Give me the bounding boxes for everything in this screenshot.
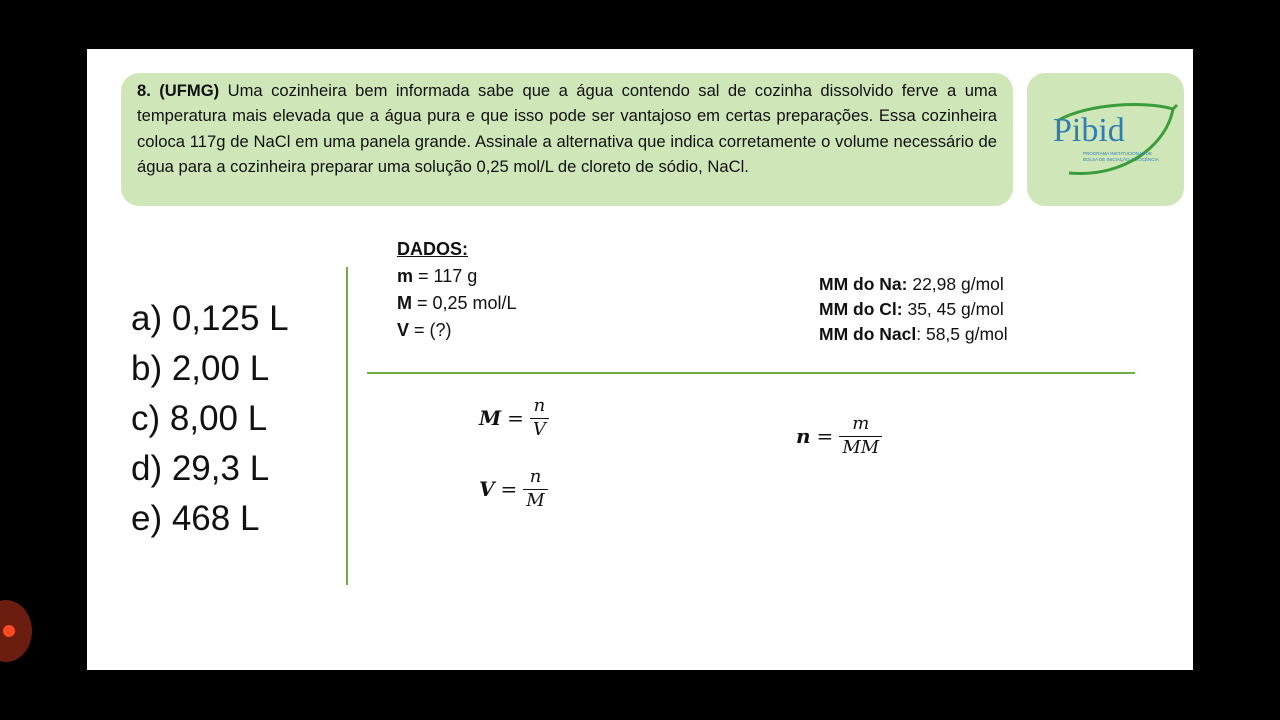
vertical-divider [346, 267, 348, 585]
formula-fraction [839, 414, 882, 458]
logo-subtitle-2: BOLSA DE INICIAÇÃO À DOCÊNCIA [1083, 157, 1159, 162]
answer-c: c) 8,00 L [131, 399, 268, 438]
formula-denominator: MM [839, 436, 882, 458]
formula-equals: = [500, 477, 518, 501]
formula-equals: = [816, 424, 834, 448]
answer-e: e) 468 L [131, 499, 260, 538]
logo-subtitle-1: PROGRAMA INSTITUCIONAL DE [1083, 151, 1152, 156]
question-number: 8. (UFMG) [137, 81, 220, 100]
dados-title: DADOS: [397, 239, 468, 259]
answer-d: d) 29,3 L [131, 449, 270, 488]
molar-mass-item [819, 322, 1008, 347]
slide [87, 49, 1193, 670]
dados-block [397, 236, 517, 344]
molar-masses [819, 272, 1008, 347]
pibid-logo-graphic [1027, 73, 1184, 206]
dados-value: = 117 g [413, 266, 478, 286]
formula-denominator: V [530, 418, 549, 440]
dados-item [397, 290, 517, 317]
formula-moles [796, 414, 882, 458]
molar-mass-value: : 58,5 g/mol [916, 324, 1008, 344]
formula-denominator: M [523, 489, 547, 511]
formula-fraction [530, 396, 549, 440]
formula-numerator: n [533, 395, 546, 416]
formula-numerator: m [852, 413, 870, 434]
dados-value: = 0,25 mol/L [412, 293, 517, 313]
logo-swoosh-tip-icon [1173, 105, 1177, 109]
formula-equals: = [507, 406, 524, 430]
dados-label: V [397, 320, 410, 340]
question-text: Uma cozinheira bem informada sabe que a água contendo sal de cozinha dissolvido ferve a uma temperatura mais elevada que a água pura e que isso pode ser vantajoso em certas preparações. Essa cozinheira coloca 117g de NaCl em uma panela grande. Assinale a alternativa que indica corretamente o volume necessário de água para a cozinheira preparar uma solução 0,25 mol/L de cloreto de sódio, NaCl. [137, 81, 997, 177]
dados-value: = (?) [409, 320, 452, 340]
question-box [121, 73, 1013, 206]
pibid-logo [1027, 73, 1184, 206]
dados-label: m [397, 266, 414, 286]
formula-numerator: n [529, 466, 542, 487]
formula-volume [479, 467, 548, 511]
molar-mass-item [819, 297, 1008, 322]
dados-label: M [397, 293, 412, 313]
answer-a: a) 0,125 L [131, 299, 289, 338]
molar-mass-label: MM do Na: [819, 274, 908, 294]
molar-mass-value: 35, 45 g/mol [902, 299, 1004, 319]
molar-mass-label: MM do Cl: [819, 299, 903, 319]
logo-text: Pibid [1053, 112, 1125, 149]
formula-molarity [479, 396, 549, 440]
dados-item [397, 263, 517, 290]
molar-mass-value: 22,98 g/mol [907, 274, 1004, 294]
formula-lhs: V [479, 477, 495, 501]
molar-mass-item [819, 272, 1008, 297]
formula-lhs: M [479, 406, 502, 430]
answer-options [131, 294, 289, 544]
formula-fraction [523, 467, 547, 511]
record-dot-icon [3, 625, 15, 637]
horizontal-divider [367, 372, 1135, 374]
answer-b: b) 2,00 L [131, 349, 270, 388]
molar-mass-label: MM do Nacl [819, 324, 917, 344]
formula-lhs: n [796, 424, 811, 448]
dados-item [397, 317, 517, 344]
